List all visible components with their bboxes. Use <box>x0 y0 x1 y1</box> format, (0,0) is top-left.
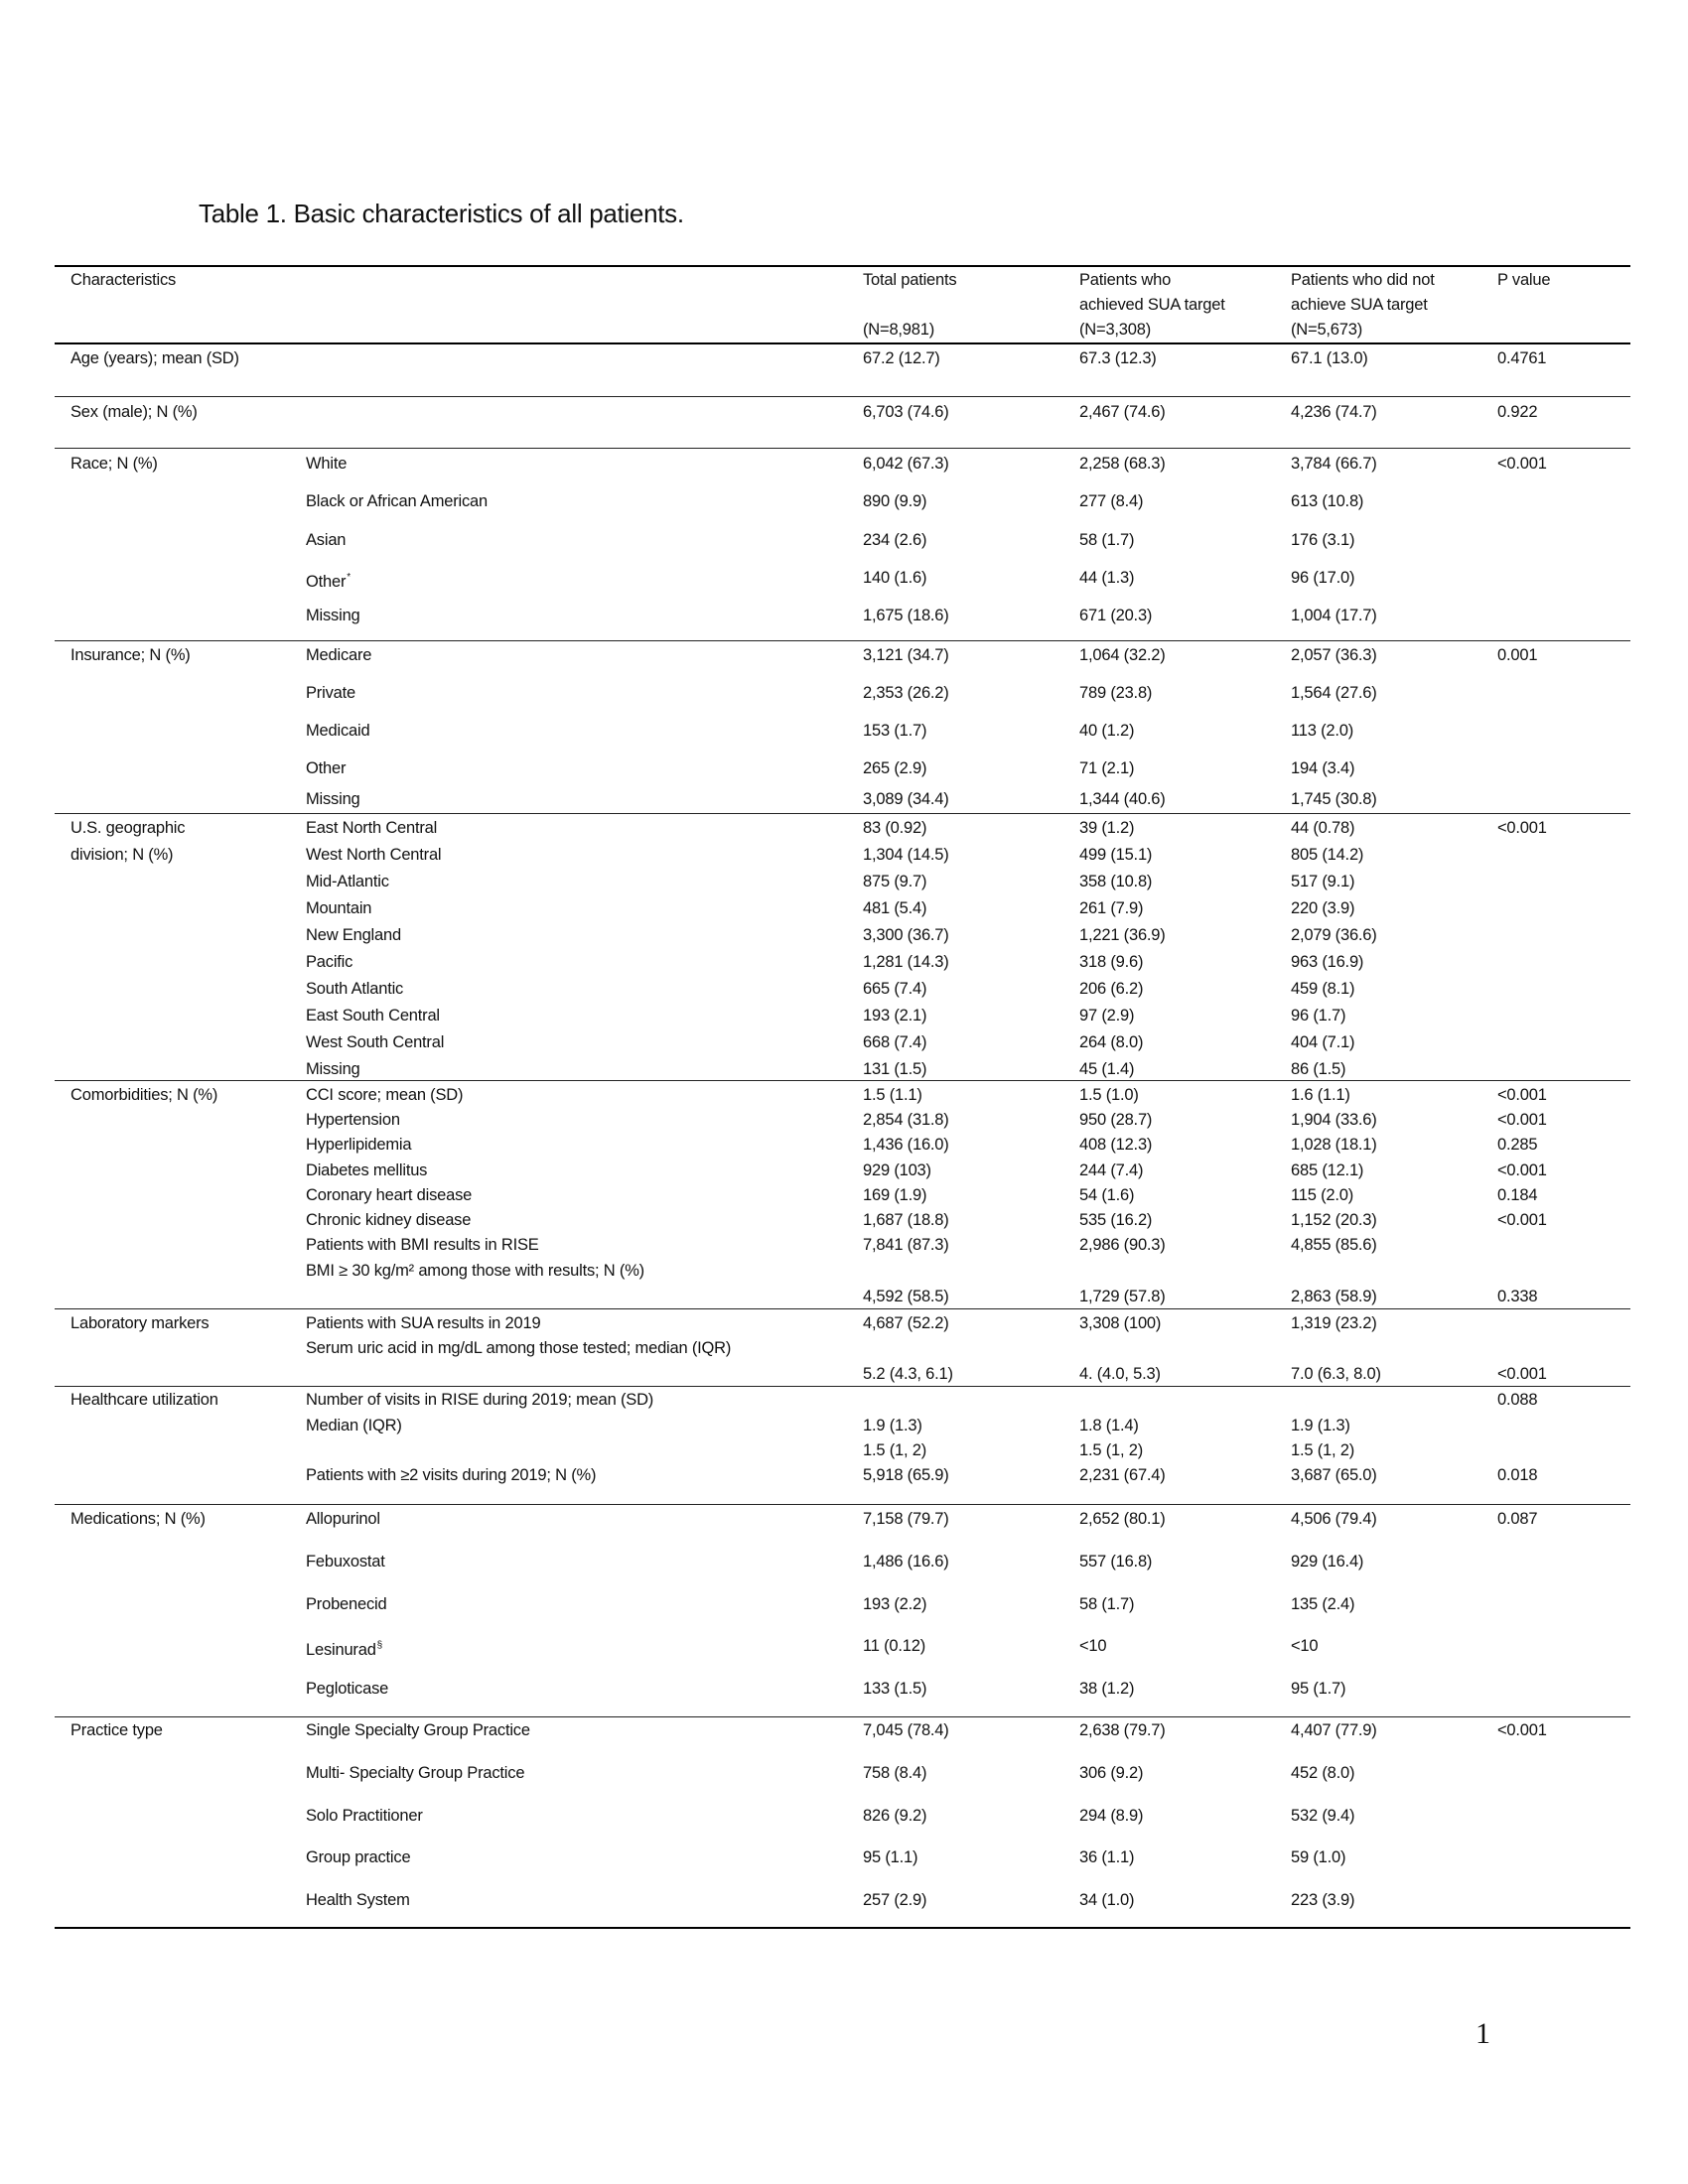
row-label: East South Central <box>306 1007 440 1024</box>
row-label: Multi- Specialty Group Practice <box>306 1764 525 1782</box>
achieved-target-value: 34 (1.0) <box>1079 1891 1135 1909</box>
header-total-n: (N=8,981) <box>863 321 935 339</box>
total-patients-value: 83 (0.92) <box>863 819 927 837</box>
footnote-marker: * <box>347 572 351 583</box>
achieved-target-value: 1.5 (1.0) <box>1079 1086 1139 1104</box>
header-achieved-line1: Patients who <box>1079 271 1172 289</box>
not-achieved-target-value: 805 (14.2) <box>1291 846 1364 864</box>
footnote-marker: § <box>376 1640 383 1651</box>
achieved-target-value: 71 (2.1) <box>1079 759 1135 777</box>
achieved-target-value: 54 (1.6) <box>1079 1186 1135 1204</box>
total-patients-value: 4,592 (58.5) <box>863 1288 949 1305</box>
not-achieved-target-value: 96 (1.7) <box>1291 1007 1346 1024</box>
not-achieved-target-value: 4,236 (74.7) <box>1291 403 1377 421</box>
total-patients-value: 2,353 (26.2) <box>863 684 949 702</box>
total-patients-value: 140 (1.6) <box>863 569 927 587</box>
row-label: Other* <box>306 572 351 591</box>
achieved-target-value: 2,258 (68.3) <box>1079 455 1166 473</box>
row-label: Health System <box>306 1891 410 1909</box>
header-p-value: P value <box>1497 271 1551 289</box>
achieved-target-value: 557 (16.8) <box>1079 1553 1153 1570</box>
p-value: <0.001 <box>1497 1161 1547 1179</box>
total-patients-value: 1.9 (1.3) <box>863 1417 922 1434</box>
p-value: 0.184 <box>1497 1186 1538 1204</box>
row-label: Patients with ≥2 visits during 2019; N (%) <box>306 1466 597 1484</box>
row-label: Median (IQR) <box>306 1417 402 1434</box>
achieved-target-value: 2,231 (67.4) <box>1079 1466 1166 1484</box>
row-label: Coronary heart disease <box>306 1186 473 1204</box>
header-total-line1: Total patients <box>863 271 957 289</box>
section-divider <box>55 1716 1630 1717</box>
row-label: Black or African American <box>306 492 488 510</box>
total-patients-value: 265 (2.9) <box>863 759 927 777</box>
page-number: 1 <box>1476 2017 1490 2050</box>
not-achieved-target-value: 404 (7.1) <box>1291 1033 1355 1051</box>
section-divider <box>55 1308 1630 1309</box>
achieved-target-value: 44 (1.3) <box>1079 569 1135 587</box>
not-achieved-target-value: 1.6 (1.1) <box>1291 1086 1350 1104</box>
row-label: Private <box>306 684 355 702</box>
total-patients-value: 133 (1.5) <box>863 1680 927 1698</box>
total-patients-value: 95 (1.1) <box>863 1848 918 1866</box>
table-bottom-rule <box>55 1927 1630 1929</box>
not-achieved-target-value: 3,784 (66.7) <box>1291 455 1377 473</box>
header-not-achieved-line1: Patients who did not <box>1291 271 1435 289</box>
achieved-target-value: 408 (12.3) <box>1079 1136 1153 1154</box>
not-achieved-target-value: 7.0 (6.3, 8.0) <box>1291 1365 1381 1383</box>
section-divider <box>55 1504 1630 1505</box>
section-label-race-n: Race; N (%) <box>70 455 158 473</box>
achieved-target-value: 1.8 (1.4) <box>1079 1417 1139 1434</box>
total-patients-value: 5.2 (4.3, 6.1) <box>863 1365 953 1383</box>
section-label-healthcare-utilization: Healthcare utilization <box>70 1391 218 1409</box>
row-label: Missing <box>306 790 360 808</box>
row-label: Number of visits in RISE during 2019; mean (SD) <box>306 1391 654 1409</box>
total-patients-value: 875 (9.7) <box>863 873 927 890</box>
not-achieved-target-value: 96 (17.0) <box>1291 569 1355 587</box>
not-achieved-target-value: <10 <box>1291 1637 1319 1655</box>
row-label: Hyperlipidemia <box>306 1136 412 1154</box>
not-achieved-target-value: 86 (1.5) <box>1291 1060 1346 1078</box>
section-label-comorbidities-n: Comorbidities; N (%) <box>70 1086 218 1104</box>
row-label: New England <box>306 926 401 944</box>
total-patients-value: 1,675 (18.6) <box>863 607 949 624</box>
not-achieved-target-value: 194 (3.4) <box>1291 759 1355 777</box>
total-patients-value: 1,486 (16.6) <box>863 1553 949 1570</box>
not-achieved-target-value: 2,079 (36.6) <box>1291 926 1377 944</box>
achieved-target-value: 294 (8.9) <box>1079 1807 1144 1825</box>
achieved-target-value: 67.3 (12.3) <box>1079 349 1157 367</box>
not-achieved-target-value: 95 (1.7) <box>1291 1680 1346 1698</box>
achieved-target-value: 58 (1.7) <box>1079 1595 1135 1613</box>
achieved-target-value: 2,467 (74.6) <box>1079 403 1166 421</box>
p-value: <0.001 <box>1497 455 1547 473</box>
achieved-target-value: 206 (6.2) <box>1079 980 1144 998</box>
p-value: <0.001 <box>1497 1721 1547 1739</box>
achieved-target-value: 358 (10.8) <box>1079 873 1153 890</box>
achieved-target-value: 38 (1.2) <box>1079 1680 1135 1698</box>
total-patients-value: 1,304 (14.5) <box>863 846 949 864</box>
not-achieved-target-value: 532 (9.4) <box>1291 1807 1355 1825</box>
achieved-target-value: 950 (28.7) <box>1079 1111 1153 1129</box>
not-achieved-target-value: 685 (12.1) <box>1291 1161 1364 1179</box>
not-achieved-target-value: 115 (2.0) <box>1291 1186 1354 1204</box>
section-divider <box>55 448 1630 449</box>
not-achieved-target-value: 59 (1.0) <box>1291 1848 1346 1866</box>
total-patients-value: 131 (1.5) <box>863 1060 927 1078</box>
not-achieved-target-value: 1.9 (1.3) <box>1291 1417 1350 1434</box>
row-label: Medicaid <box>306 722 370 740</box>
table-title: Table 1. Basic characteristics of all patients. <box>199 199 684 228</box>
section-divider <box>55 640 1630 641</box>
total-patients-value: 169 (1.9) <box>863 1186 927 1204</box>
section-label-age-years-mean-sd: Age (years); mean (SD) <box>70 349 239 367</box>
p-value: <0.001 <box>1497 1086 1547 1104</box>
achieved-target-value: 97 (2.9) <box>1079 1007 1135 1024</box>
p-value: <0.001 <box>1497 1111 1547 1129</box>
section-label-u-s-geographic: U.S. geographic <box>70 819 186 837</box>
header-not-achieved-n: (N=5,673) <box>1291 321 1363 339</box>
row-label: Single Specialty Group Practice <box>306 1721 530 1739</box>
p-value: 0.285 <box>1497 1136 1538 1154</box>
total-patients-value: 668 (7.4) <box>863 1033 927 1051</box>
achieved-target-value: 2,638 (79.7) <box>1079 1721 1166 1739</box>
not-achieved-target-value: 459 (8.1) <box>1291 980 1355 998</box>
p-value: 0.001 <box>1497 646 1538 664</box>
row-label: Probenecid <box>306 1595 387 1613</box>
row-label: Patients with BMI results in RISE <box>306 1236 539 1254</box>
section-label-u-s-geographic-cont: division; N (%) <box>70 846 174 864</box>
total-patients-value: 1,687 (18.8) <box>863 1211 949 1229</box>
row-label: Mountain <box>306 899 372 917</box>
row-label: Diabetes mellitus <box>306 1161 428 1179</box>
header-characteristics: Characteristics <box>70 271 177 289</box>
row-label: Patients with SUA results in 2019 <box>306 1314 541 1332</box>
section-divider <box>55 1386 1630 1387</box>
row-label: Chronic kidney disease <box>306 1211 472 1229</box>
total-patients-value: 1,436 (16.0) <box>863 1136 949 1154</box>
row-label: Solo Practitioner <box>306 1807 423 1825</box>
row-label: CCI score; mean (SD) <box>306 1086 464 1104</box>
p-value: 0.4761 <box>1497 349 1547 367</box>
table-top-rule <box>55 265 1630 267</box>
not-achieved-target-value: 517 (9.1) <box>1291 873 1355 890</box>
row-label: Lesinurad§ <box>306 1640 383 1659</box>
row-label: East North Central <box>306 819 438 837</box>
section-label-laboratory-markers: Laboratory markers <box>70 1314 210 1332</box>
row-label: Asian <box>306 531 347 549</box>
total-patients-value: 665 (7.4) <box>863 980 927 998</box>
total-patients-value: 1.5 (1.1) <box>863 1086 922 1104</box>
row-label: Group practice <box>306 1848 411 1866</box>
achieved-target-value: 535 (16.2) <box>1079 1211 1153 1229</box>
p-value: 0.088 <box>1497 1391 1538 1409</box>
row-label: Serum uric acid in mg/dL among those tested; median (IQR) <box>306 1339 732 1357</box>
not-achieved-target-value: 613 (10.8) <box>1291 492 1364 510</box>
achieved-target-value: 244 (7.4) <box>1079 1161 1144 1179</box>
row-label: Mid-Atlantic <box>306 873 389 890</box>
not-achieved-target-value: 2,863 (58.9) <box>1291 1288 1377 1305</box>
not-achieved-target-value: 1,319 (23.2) <box>1291 1314 1377 1332</box>
achieved-target-value: 1,064 (32.2) <box>1079 646 1166 664</box>
header-not-achieved-line2: achieve SUA target <box>1291 296 1428 314</box>
header-achieved-line2: achieved SUA target <box>1079 296 1225 314</box>
total-patients-value: 481 (5.4) <box>863 899 927 917</box>
p-value: 0.338 <box>1497 1288 1538 1305</box>
total-patients-value: 1,281 (14.3) <box>863 953 949 971</box>
section-label-medications-n: Medications; N (%) <box>70 1510 206 1528</box>
not-achieved-target-value: 1,152 (20.3) <box>1291 1211 1377 1229</box>
total-patients-value: 7,841 (87.3) <box>863 1236 949 1254</box>
achieved-target-value: 1,729 (57.8) <box>1079 1288 1166 1305</box>
section-divider <box>55 1080 1630 1081</box>
section-divider <box>55 813 1630 814</box>
section-label-practice-type: Practice type <box>70 1721 163 1739</box>
total-patients-value: 3,300 (36.7) <box>863 926 949 944</box>
total-patients-value: 4,687 (52.2) <box>863 1314 949 1332</box>
section-label-insurance-n: Insurance; N (%) <box>70 646 191 664</box>
not-achieved-target-value: 67.1 (13.0) <box>1291 349 1368 367</box>
total-patients-value: 7,158 (79.7) <box>863 1510 949 1528</box>
not-achieved-target-value: 44 (0.78) <box>1291 819 1355 837</box>
row-label: South Atlantic <box>306 980 404 998</box>
row-label: Allopurinol <box>306 1510 380 1528</box>
not-achieved-target-value: 3,687 (65.0) <box>1291 1466 1377 1484</box>
not-achieved-target-value: 1,745 (30.8) <box>1291 790 1377 808</box>
achieved-target-value: 1,344 (40.6) <box>1079 790 1166 808</box>
p-value: 0.018 <box>1497 1466 1538 1484</box>
total-patients-value: 758 (8.4) <box>863 1764 927 1782</box>
total-patients-value: 193 (2.1) <box>863 1007 927 1024</box>
row-label: Febuxostat <box>306 1553 385 1570</box>
not-achieved-target-value: 220 (3.9) <box>1291 899 1355 917</box>
row-label: Other <box>306 759 347 777</box>
total-patients-value: 1.5 (1, 2) <box>863 1441 927 1459</box>
achieved-target-value: 1,221 (36.9) <box>1079 926 1166 944</box>
not-achieved-target-value: 176 (3.1) <box>1291 531 1355 549</box>
row-label: Pegloticase <box>306 1680 389 1698</box>
achieved-target-value: 2,986 (90.3) <box>1079 1236 1166 1254</box>
row-label: West North Central <box>306 846 442 864</box>
not-achieved-target-value: 113 (2.0) <box>1291 722 1354 740</box>
achieved-target-value: 1.5 (1, 2) <box>1079 1441 1144 1459</box>
total-patients-value: 257 (2.9) <box>863 1891 927 1909</box>
total-patients-value: 5,918 (65.9) <box>863 1466 949 1484</box>
section-label-sex-male-n: Sex (male); N (%) <box>70 403 198 421</box>
achieved-target-value: 58 (1.7) <box>1079 531 1135 549</box>
not-achieved-target-value: 963 (16.9) <box>1291 953 1364 971</box>
total-patients-value: 3,089 (34.4) <box>863 790 949 808</box>
row-label: BMI ≥ 30 kg/m² among those with results; N (%) <box>306 1262 644 1280</box>
achieved-target-value: 39 (1.2) <box>1079 819 1135 837</box>
section-divider <box>55 396 1630 397</box>
not-achieved-target-value: 223 (3.9) <box>1291 1891 1355 1909</box>
achieved-target-value: 2,652 (80.1) <box>1079 1510 1166 1528</box>
header-achieved-n: (N=3,308) <box>1079 321 1152 339</box>
not-achieved-target-value: 135 (2.4) <box>1291 1595 1355 1613</box>
not-achieved-target-value: 2,057 (36.3) <box>1291 646 1377 664</box>
achieved-target-value: 499 (15.1) <box>1079 846 1153 864</box>
total-patients-value: 153 (1.7) <box>863 722 927 740</box>
header-bottom-rule <box>55 342 1630 344</box>
row-label: West South Central <box>306 1033 445 1051</box>
total-patients-value: 890 (9.9) <box>863 492 927 510</box>
achieved-target-value: 4. (4.0, 5.3) <box>1079 1365 1161 1383</box>
achieved-target-value: 3,308 (100) <box>1079 1314 1162 1332</box>
achieved-target-value: 36 (1.1) <box>1079 1848 1135 1866</box>
not-achieved-target-value: 452 (8.0) <box>1291 1764 1355 1782</box>
p-value: <0.001 <box>1497 1365 1547 1383</box>
p-value: 0.922 <box>1497 403 1538 421</box>
achieved-target-value: 277 (8.4) <box>1079 492 1144 510</box>
not-achieved-target-value: 4,506 (79.4) <box>1291 1510 1377 1528</box>
not-achieved-target-value: 1.5 (1, 2) <box>1291 1441 1355 1459</box>
p-value: <0.001 <box>1497 1211 1547 1229</box>
achieved-target-value: 264 (8.0) <box>1079 1033 1144 1051</box>
total-patients-value: 234 (2.6) <box>863 531 927 549</box>
achieved-target-value: 40 (1.2) <box>1079 722 1135 740</box>
achieved-target-value: 318 (9.6) <box>1079 953 1144 971</box>
not-achieved-target-value: 1,564 (27.6) <box>1291 684 1377 702</box>
achieved-target-value: 306 (9.2) <box>1079 1764 1144 1782</box>
p-value: <0.001 <box>1497 819 1547 837</box>
not-achieved-target-value: 4,407 (77.9) <box>1291 1721 1377 1739</box>
total-patients-value: 11 (0.12) <box>863 1637 926 1655</box>
total-patients-value: 3,121 (34.7) <box>863 646 949 664</box>
row-label: Missing <box>306 1060 360 1078</box>
not-achieved-target-value: 1,028 (18.1) <box>1291 1136 1377 1154</box>
total-patients-value: 193 (2.2) <box>863 1595 927 1613</box>
row-label: Hypertension <box>306 1111 400 1129</box>
row-label: Pacific <box>306 953 353 971</box>
achieved-target-value: <10 <box>1079 1637 1107 1655</box>
p-value: 0.087 <box>1497 1510 1538 1528</box>
row-label: Medicare <box>306 646 372 664</box>
achieved-target-value: 45 (1.4) <box>1079 1060 1135 1078</box>
achieved-target-value: 671 (20.3) <box>1079 607 1153 624</box>
not-achieved-target-value: 929 (16.4) <box>1291 1553 1364 1570</box>
not-achieved-target-value: 4,855 (85.6) <box>1291 1236 1377 1254</box>
achieved-target-value: 789 (23.8) <box>1079 684 1153 702</box>
total-patients-value: 7,045 (78.4) <box>863 1721 949 1739</box>
total-patients-value: 929 (103) <box>863 1161 931 1179</box>
row-label: Missing <box>306 607 360 624</box>
achieved-target-value: 261 (7.9) <box>1079 899 1144 917</box>
total-patients-value: 67.2 (12.7) <box>863 349 940 367</box>
not-achieved-target-value: 1,904 (33.6) <box>1291 1111 1377 1129</box>
total-patients-value: 6,042 (67.3) <box>863 455 949 473</box>
not-achieved-target-value: 1,004 (17.7) <box>1291 607 1377 624</box>
total-patients-value: 826 (9.2) <box>863 1807 927 1825</box>
row-label: White <box>306 455 348 473</box>
total-patients-value: 2,854 (31.8) <box>863 1111 949 1129</box>
total-patients-value: 6,703 (74.6) <box>863 403 949 421</box>
